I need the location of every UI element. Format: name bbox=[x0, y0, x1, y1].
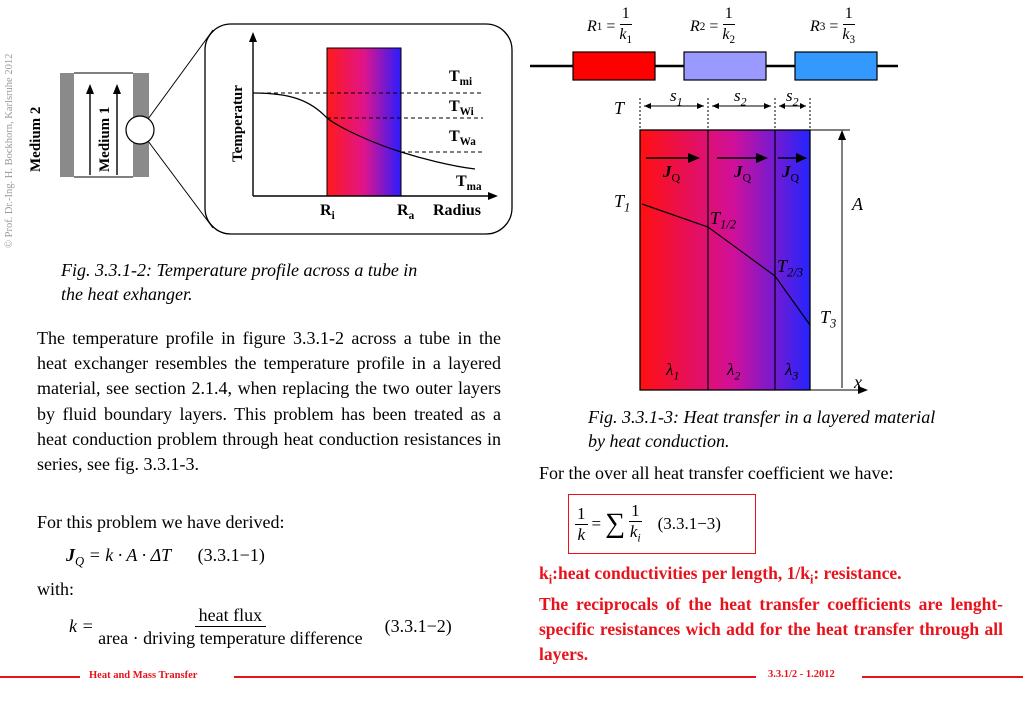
label-t-mi: $T_{mi}$ bbox=[449, 68, 473, 89]
tube-wall-gradient bbox=[327, 48, 401, 196]
label-s2a: $s_2$ bbox=[734, 86, 747, 109]
label-T3: $T_3$ bbox=[820, 307, 837, 331]
equation-3-3-1-3: $\frac{1}{k}$ = ∑ $\frac{1}{k_i}$ (3.3.1−3) bbox=[568, 494, 756, 554]
y-axis-label: Temperatur bbox=[230, 85, 246, 162]
resistor-r3 bbox=[795, 52, 877, 80]
footer-course-title: Heat and Mass Transfer bbox=[89, 670, 198, 681]
label-A: A bbox=[852, 194, 863, 214]
label-T: T bbox=[614, 98, 625, 118]
footer-rule-middle bbox=[234, 676, 756, 678]
label-s2b: $s_2$ bbox=[786, 86, 799, 109]
label-r-i: $R_i$ bbox=[320, 202, 335, 223]
label-jq-2: $J_Q$ bbox=[734, 162, 752, 185]
resistor-r2 bbox=[684, 52, 766, 80]
label-s1: $s_1$ bbox=[670, 86, 683, 109]
tube-wall-left bbox=[60, 73, 74, 177]
label-T12: $T_{1/2}$ bbox=[710, 208, 737, 232]
label-t-wi: $T_{Wi}$ bbox=[449, 98, 474, 119]
label-t-wa: $T_{Wa}$ bbox=[449, 128, 476, 149]
zoom-circle bbox=[126, 116, 154, 144]
label-t-ma: $T_{ma}$ bbox=[456, 173, 482, 194]
resistor-r1 bbox=[573, 52, 655, 80]
footer-rule-left bbox=[0, 676, 80, 678]
copyright-text: © Prof. Dr.-Ing. H. Bockhorn, Karlsruhe 2012 bbox=[4, 53, 15, 248]
paragraph-overall-coefficient: For the over all heat transfer coefficient we have: bbox=[539, 463, 894, 483]
equation-3-3-1-2: k = $\frac{\text{heat flux}}{\text{area · driving temperature difference}}$ (3.3.1−2) bbox=[69, 605, 452, 648]
label-lambda1: $\lambda_1$ bbox=[666, 360, 680, 383]
note-reciprocals: The reciprocals of the heat transfer coefficients are lenght-specific resistances wich add for the heat transfer through all layers. bbox=[539, 594, 1003, 664]
label-T23: $T_{2/3}$ bbox=[777, 256, 804, 280]
footer-rule-right bbox=[862, 676, 1023, 678]
equation-3-3-1-1: $J_Q = k \cdot A \cdot \Delta T$ (3.3.1−1) bbox=[66, 545, 265, 569]
label-r-a: $R_a$ bbox=[397, 202, 415, 223]
label-jq-3: $J_Q$ bbox=[782, 162, 800, 185]
label-x: x bbox=[854, 372, 862, 392]
label-T1: $T_1$ bbox=[614, 191, 631, 215]
paragraph-derived: For this problem we have derived: bbox=[37, 512, 285, 532]
figure1-caption: Fig. 3.3.1-2: Temperature profile across a tube in the heat exhanger. bbox=[61, 260, 418, 304]
label-with: with: bbox=[37, 579, 75, 599]
figure-layered-material bbox=[520, 0, 1023, 400]
label-radius: Radius bbox=[433, 202, 482, 219]
label-jq-1: $J_Q$ bbox=[663, 162, 681, 185]
label-lambda2: $\lambda_2$ bbox=[727, 360, 741, 383]
medium1-label: Medium 1 bbox=[97, 106, 113, 172]
resistor-r3-formula: R 3 = $\frac{1}{k_3}$ bbox=[810, 5, 856, 47]
note-resistance: $k_i:heat$ conductivities per length, $1/k_i$: resistance. bbox=[539, 563, 902, 587]
figure2-caption: Fig. 3.3.1-3: Heat transfer in a layered material by heat conduction. bbox=[588, 407, 936, 451]
resistor-r1-formula: R 1 = $\frac{1}{k_1}$ bbox=[587, 5, 633, 47]
footer-page-number: 3.3.1/2 - 1.2012 bbox=[768, 669, 835, 680]
paragraph-intro: The temperature profile in figure 3.3.1-2 across a tube in the heat exchanger resembles the temperature profile in a layered material, see section 2.1.4, when replacing the two outer layers by fluid boundary layers. This problem has been treated as a heat conduction problem through heat conduction resistances in series, see fig. 3.3.1-3. bbox=[37, 328, 501, 475]
resistor-r2-formula: R 2 = $\frac{1}{k_2}$ bbox=[690, 5, 736, 47]
medium2-label: Medium 2 bbox=[28, 106, 44, 172]
label-lambda3: $\lambda_3$ bbox=[785, 360, 799, 383]
